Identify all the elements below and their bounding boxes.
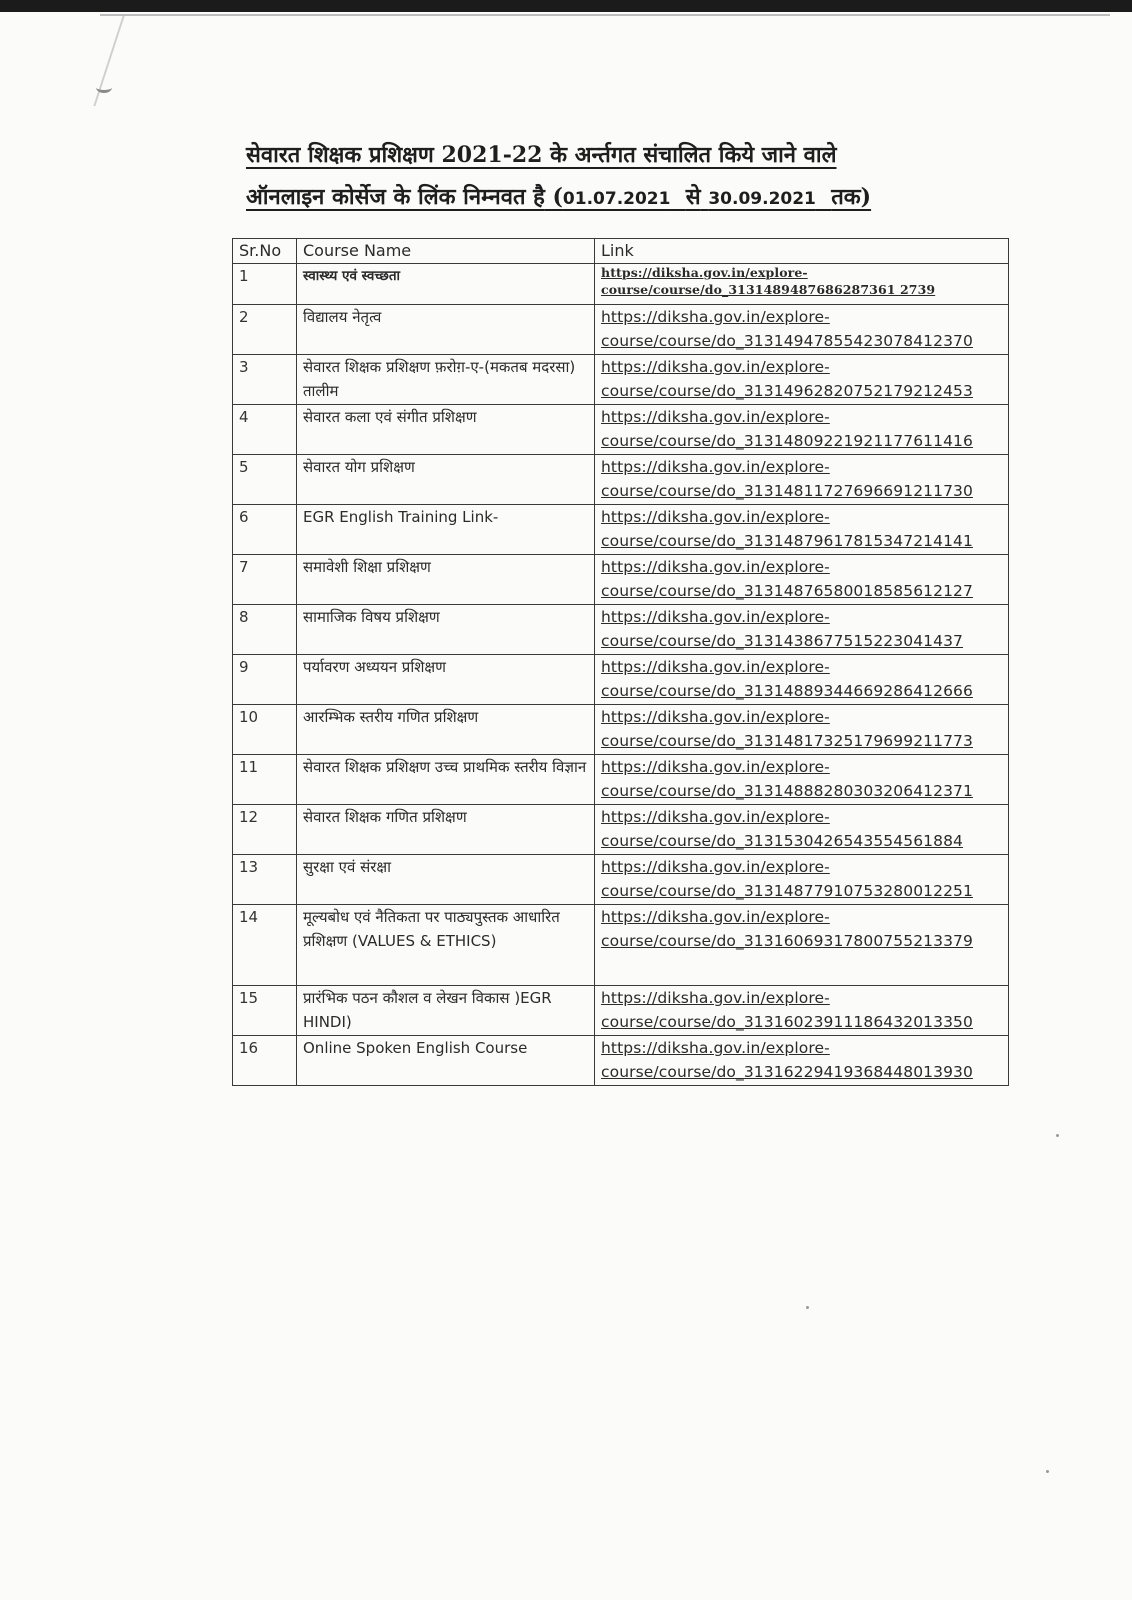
sr-no-cell: 13 [233, 855, 297, 905]
course-link[interactable]: https://diksha.gov.in/explore- course/course/do_31314888280303206412371 [601, 758, 973, 800]
link-cell [595, 305, 1009, 355]
paper-corner-fold [49, 16, 124, 106]
table-row [233, 905, 1009, 986]
sr-no-cell: 8 [233, 605, 297, 655]
link-cell [595, 555, 1009, 605]
sr-no-cell: 7 [233, 555, 297, 605]
table-row [233, 755, 1009, 805]
course-name-cell: पर्यावरण अध्ययन प्रशिक्षण [297, 655, 595, 705]
sr-no-cell: 10 [233, 705, 297, 755]
paper-fold-line [100, 14, 1110, 22]
course-link[interactable]: https://diksha.gov.in/explore- course/course/do_3131438677515223041437 [601, 608, 963, 650]
table-row [233, 455, 1009, 505]
sr-no-cell: 11 [233, 755, 297, 805]
table-row [233, 605, 1009, 655]
link-cell [595, 455, 1009, 505]
table-row [233, 705, 1009, 755]
link-cell [595, 986, 1009, 1036]
course-link[interactable]: https://diksha.gov.in/explore- course/course/do_31316229419368448013930 [601, 1039, 973, 1081]
course-name-cell: विद्यालय नेतृत्व [297, 305, 595, 355]
course-name-cell: सेवारत शिक्षक प्रशिक्षण फ़रोग़-ए-(मकतब मदरसा) तालीम [297, 355, 595, 405]
course-link[interactable]: https://diksha.gov.in/explore- course/course/do_31314809221921177611416 [601, 408, 973, 450]
course-name-cell: सेवारत शिक्षक गणित प्रशिक्षण [297, 805, 595, 855]
course-link[interactable]: https://diksha.gov.in/explore- course/course/do_31314877910753280012251 [601, 858, 973, 900]
link-cell [595, 505, 1009, 555]
title-line-2 [246, 184, 1006, 212]
course-link[interactable]: https://diksha.gov.in/explore- course/course/do_31314811727696691211730 [601, 458, 973, 500]
course-name-cell: स्वास्थ्य एवं स्वच्छता [297, 264, 595, 305]
sr-no-cell: 12 [233, 805, 297, 855]
link-cell [595, 405, 1009, 455]
table-row [233, 264, 1009, 305]
date-range-open: ( [552, 184, 563, 210]
table-row [233, 986, 1009, 1036]
course-link[interactable]: https://diksha.gov.in/explore- course/course/do_31314889344669286412666 [601, 658, 973, 700]
document-title [246, 142, 1006, 212]
scan-speck [1056, 1134, 1059, 1137]
course-link[interactable]: https://diksha.gov.in/explore- course/course/do_31316069317800755213379 [601, 908, 973, 950]
sr-no-cell: 4 [233, 405, 297, 455]
table-row [233, 505, 1009, 555]
course-link[interactable]: https://diksha.gov.in/explore- course/course/do_3131530426543554561884 [601, 808, 963, 850]
header-sr-no: Sr.No [233, 239, 297, 264]
course-link[interactable]: https://diksha.gov.in/explore- course/course/do_31314962820752179212453 [601, 358, 973, 400]
title-line-2-text: ऑनलाइन कोर्सेज के लिंक निम्नवत है [246, 184, 545, 210]
scan-mark [96, 82, 112, 93]
header-course-name: Course Name [297, 239, 595, 264]
course-link[interactable]: https://diksha.gov.in/explore- course/course/do_31314947855423078412370 [601, 308, 973, 350]
header-link: Link [595, 239, 1009, 264]
course-links-table [232, 238, 1009, 1086]
table-header-row [233, 239, 1009, 264]
table-row [233, 805, 1009, 855]
link-cell [595, 805, 1009, 855]
course-link[interactable]: https://diksha.gov.in/explore- course/course/do_3131489487686287361 2739 [601, 265, 936, 297]
scan-edge-band [0, 0, 1132, 12]
scan-speck [1046, 1470, 1049, 1473]
course-link[interactable]: https://diksha.gov.in/explore- course/course/do_31314817325179699211773 [601, 708, 973, 750]
scan-speck [806, 1306, 809, 1309]
course-link[interactable]: https://diksha.gov.in/explore- course/course/do_31316023911186432013350 [601, 989, 973, 1031]
course-name-cell: सुरक्षा एवं संरक्षा [297, 855, 595, 905]
course-name-cell: सेवारत शिक्षक प्रशिक्षण उच्च प्राथमिक स्तरीय विज्ञान [297, 755, 595, 805]
course-name-cell: सेवारत योग प्रशिक्षण [297, 455, 595, 505]
sr-no-cell: 16 [233, 1036, 297, 1086]
course-name-cell: EGR English Training Link- [297, 505, 595, 555]
link-cell [595, 755, 1009, 805]
date-to: 30.09.2021 [708, 189, 816, 209]
link-cell [595, 1036, 1009, 1086]
sr-no-cell: 3 [233, 355, 297, 405]
date-from: 01.07.2021 [562, 189, 671, 209]
title-line-1: सेवारत शिक्षक प्रशिक्षण 2021-22 के अर्न्तगत संचालित किये जाने वाले [246, 142, 837, 168]
link-cell [595, 355, 1009, 405]
sr-no-cell: 2 [233, 305, 297, 355]
course-name-cell: प्रारंभिक पठन कौशल व लेखन विकास )EGR HINDI) [297, 986, 595, 1036]
sr-no-cell: 5 [233, 455, 297, 505]
sr-no-cell: 6 [233, 505, 297, 555]
link-cell [595, 705, 1009, 755]
course-name-cell: समावेशी शिक्षा प्रशिक्षण [297, 555, 595, 605]
course-link[interactable]: https://diksha.gov.in/explore- course/course/do_31314879617815347214141 [601, 508, 973, 550]
table-row [233, 1036, 1009, 1086]
date-separator: से [685, 184, 701, 210]
sr-no-cell: 9 [233, 655, 297, 705]
course-link[interactable]: https://diksha.gov.in/explore- course/course/do_31314876580018585612127 [601, 558, 973, 600]
sr-no-cell: 1 [233, 264, 297, 305]
table-row [233, 305, 1009, 355]
sr-no-cell: 15 [233, 986, 297, 1036]
link-cell [595, 655, 1009, 705]
date-range-suffix: तक) [831, 184, 872, 210]
course-name-cell: आरम्भिक स्तरीय गणित प्रशिक्षण [297, 705, 595, 755]
table-row [233, 855, 1009, 905]
link-cell [595, 905, 1009, 986]
table-row [233, 555, 1009, 605]
table-row [233, 355, 1009, 405]
link-cell [595, 605, 1009, 655]
course-name-cell: सामाजिक विषय प्रशिक्षण [297, 605, 595, 655]
course-name-cell: Online Spoken English Course [297, 1036, 595, 1086]
link-cell [595, 855, 1009, 905]
course-name-cell: मूल्यबोध एवं नैतिकता पर पाठ्यपुस्तक आधारित प्रशिक्षण (VALUES & ETHICS) [297, 905, 595, 986]
table-row [233, 405, 1009, 455]
sr-no-cell: 14 [233, 905, 297, 986]
table-row [233, 655, 1009, 705]
link-cell [595, 264, 1009, 305]
course-name-cell: सेवारत कला एवं संगीत प्रशिक्षण [297, 405, 595, 455]
